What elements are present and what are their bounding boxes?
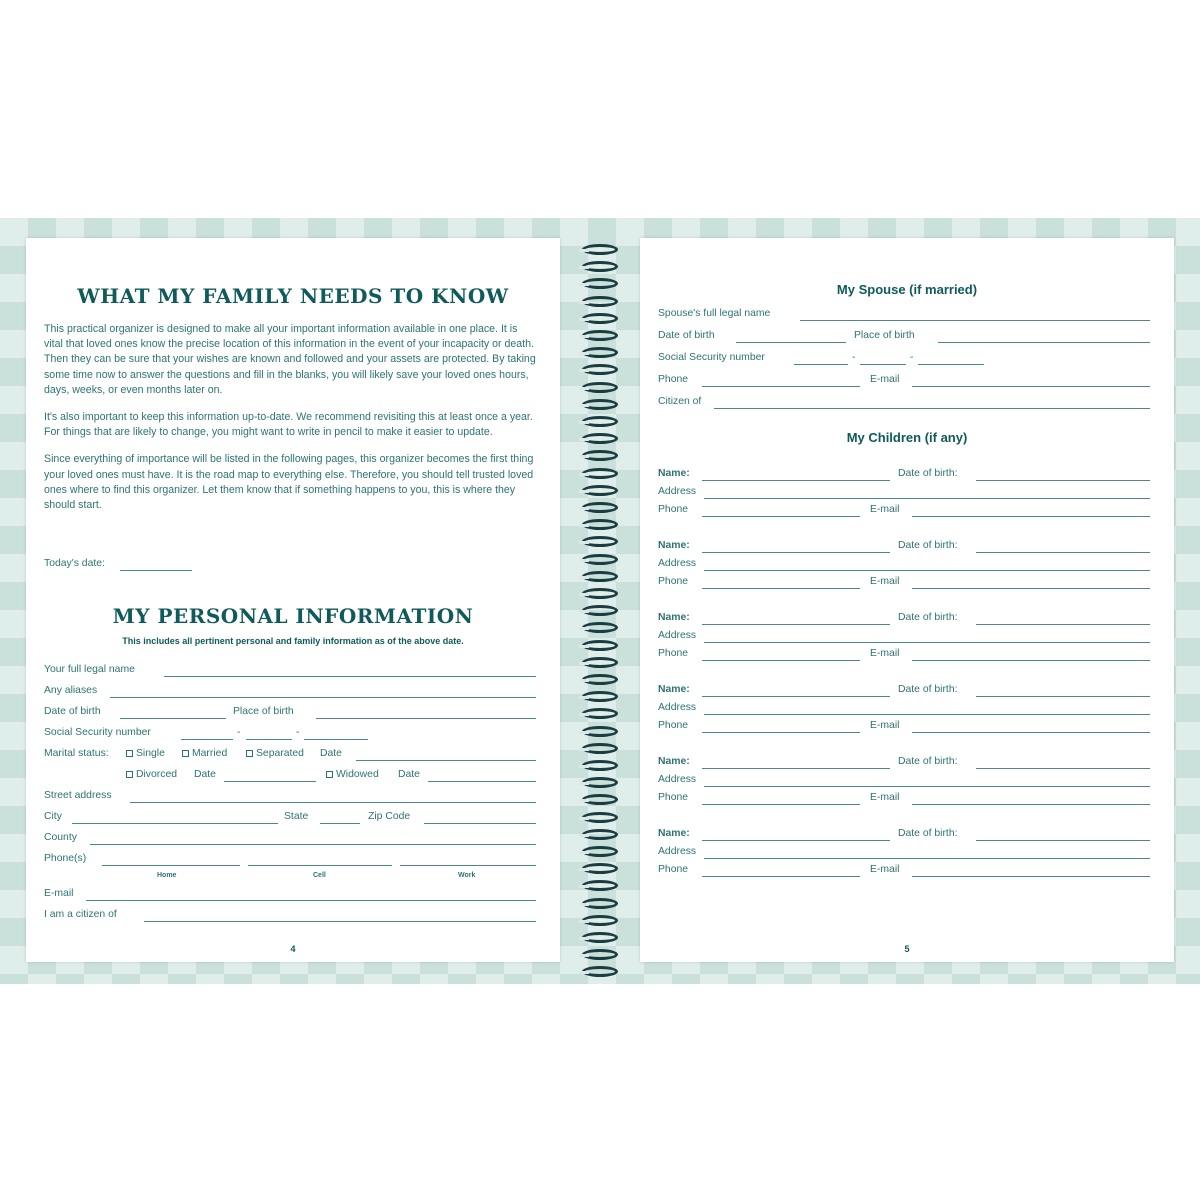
spouse-date-of-birth-input[interactable]: [736, 342, 846, 343]
child-phone-label: Phone: [658, 504, 689, 515]
married-label: Married: [192, 748, 228, 759]
city-input[interactable]: [72, 823, 278, 824]
full-legal-name-input[interactable]: [164, 676, 536, 677]
child-name-input[interactable]: [702, 624, 890, 625]
ssn-part-3-input[interactable]: [304, 739, 368, 740]
spouse-email-label: E-mail: [870, 374, 900, 385]
ssn-part-2-input[interactable]: [246, 739, 292, 740]
child-date-of-birth-input[interactable]: [976, 624, 1150, 625]
page-title: WHAT MY FAMILY NEEDS TO KNOW: [77, 284, 509, 308]
spiral-coil: [582, 571, 618, 582]
place-of-birth-input[interactable]: [316, 718, 536, 719]
child-date-of-birth-label: Date of birth:: [898, 468, 958, 479]
child-name-label: Name:: [658, 612, 690, 623]
child-address-input[interactable]: [704, 570, 1150, 571]
divorced-date-label: Date: [194, 769, 216, 780]
child-date-of-birth-label: Date of birth:: [898, 828, 958, 839]
widowed-checkbox[interactable]: [326, 771, 333, 778]
children-section-title: My Children (if any): [846, 430, 968, 445]
ssn-dash-1: -: [237, 727, 241, 738]
citizen-label: I am a citizen of: [44, 909, 117, 920]
spiral-coil: [582, 846, 618, 857]
email-input[interactable]: [86, 900, 536, 901]
child-date-of-birth-input[interactable]: [976, 480, 1150, 481]
spiral-coil: [582, 605, 618, 616]
spiral-coil: [582, 347, 618, 358]
cell-sublabel: Cell: [313, 872, 326, 879]
spiral-coil: [582, 708, 618, 719]
child-phone-input[interactable]: [702, 588, 860, 589]
intro-paragraph-1: This practical organizer is designed to make all your important information available in one place. It is vital that loved ones know the precise location of this information in the event of your incapacity or death. Then they can be sure that your wishes are known and followed and your assets are protected. By taking some time now to answer the questions and fill in the blanks, you will likely save your loved ones hours, days, weeks, or even months later on.: [44, 323, 536, 396]
place-of-birth-label: Place of birth: [233, 706, 294, 717]
child-name-input[interactable]: [702, 696, 890, 697]
spiral-coil: [582, 674, 618, 685]
spiral-coil: [582, 760, 618, 771]
child-date-of-birth-label: Date of birth:: [898, 540, 958, 551]
child-phone-label: Phone: [658, 648, 689, 659]
spiral-coil: [582, 932, 618, 943]
child-name-label: Name:: [658, 468, 690, 479]
child-email-label: E-mail: [870, 720, 900, 731]
spiral-coil: [582, 863, 618, 874]
spiral-coil: [582, 588, 618, 599]
child-address-input[interactable]: [704, 714, 1150, 715]
todays-date-label: Today's date:: [44, 558, 105, 569]
child-phone-input[interactable]: [702, 732, 860, 733]
spiral-coil: [582, 777, 618, 788]
spiral-coil: [582, 485, 618, 496]
divorced-label: Divorced: [136, 769, 177, 780]
child-name-input[interactable]: [702, 552, 890, 553]
spiral-coil: [582, 382, 618, 393]
child-name-label: Name:: [658, 756, 690, 767]
spiral-coil: [582, 296, 618, 307]
spiral-coil: [582, 416, 618, 427]
separated-option[interactable]: [246, 748, 304, 759]
city-label: City: [44, 811, 62, 822]
aliases-label: Any aliases: [44, 685, 98, 696]
date-of-birth-label: Date of birth: [44, 706, 101, 717]
widowed-date-label: Date: [398, 769, 420, 780]
child-date-of-birth-input[interactable]: [976, 696, 1150, 697]
divorced-date-input[interactable]: [224, 781, 316, 782]
spiral-coil: [582, 433, 618, 444]
divorced-option[interactable]: [126, 769, 177, 780]
spiral-coil: [582, 640, 618, 651]
child-address-label: Address: [658, 846, 697, 857]
spiral-coil: [582, 898, 618, 909]
page-number: 4: [290, 944, 296, 954]
work-sublabel: Work: [458, 872, 476, 879]
child-phone-input[interactable]: [702, 876, 860, 877]
child-email-input[interactable]: [912, 804, 1150, 805]
child-phone-label: Phone: [658, 792, 689, 803]
spiral-coil: [582, 949, 618, 960]
separated-date-label: Date: [320, 748, 342, 759]
notebook-spread: [0, 218, 1200, 984]
spiral-coil: [582, 726, 618, 737]
work-phone-input[interactable]: [400, 865, 536, 866]
ssn-label: Social Security number: [44, 727, 151, 738]
page-number: 5: [904, 944, 910, 954]
spiral-binding: [574, 228, 626, 974]
spiral-coil: [582, 812, 618, 823]
single-checkbox[interactable]: [126, 750, 133, 757]
spouse-section-title: My Spouse (if married): [836, 282, 978, 297]
spiral-coil: [582, 261, 618, 272]
child-email-label: E-mail: [870, 864, 900, 875]
phones-label: Phone(s): [44, 853, 87, 864]
child-phone-input[interactable]: [702, 660, 860, 661]
home-sublabel: Home: [157, 872, 177, 879]
child-address-input[interactable]: [704, 858, 1150, 859]
separated-date-input[interactable]: [356, 760, 536, 761]
spiral-coil: [582, 244, 618, 255]
county-label: County: [44, 832, 77, 843]
section-title: MY PERSONAL INFORMATION: [112, 604, 474, 628]
spiral-coil: [582, 519, 618, 530]
todays-date-input[interactable]: [120, 570, 192, 571]
spiral-coil: [582, 622, 618, 633]
spiral-coil: [582, 450, 618, 461]
child-email-label: E-mail: [870, 648, 900, 659]
child-name-label: Name:: [658, 828, 690, 839]
spiral-coil: [582, 399, 618, 410]
intro-paragraph-2: It's also important to keep this information up-to-date. We recommend revisiting this at least once a year. For things that are likely to change, you might want to write in pencil to make it easier to update.: [44, 411, 533, 439]
citizen-input[interactable]: [144, 921, 536, 922]
child-date-of-birth-input[interactable]: [976, 768, 1150, 769]
street-address-label: Street address: [44, 790, 112, 801]
email-label: E-mail: [44, 888, 74, 899]
child-address-label: Address: [658, 486, 697, 497]
spouse-ssn-dash-1: -: [852, 352, 856, 363]
ssn-dash-2: -: [296, 727, 300, 738]
child-phone-label: Phone: [658, 576, 689, 587]
married-option[interactable]: [182, 748, 227, 759]
marital-status-label: Marital status:: [44, 748, 109, 759]
child-phone-input[interactable]: [702, 804, 860, 805]
spouse-phone-label: Phone: [658, 374, 689, 385]
spouse-name-input[interactable]: [800, 320, 1150, 321]
intro-text: [44, 322, 536, 513]
child-address-label: Address: [658, 630, 697, 641]
spouse-citizen-input[interactable]: [714, 408, 1150, 409]
married-checkbox[interactable]: [182, 750, 189, 757]
child-email-input[interactable]: [912, 588, 1150, 589]
spiral-coil: [582, 691, 618, 702]
aliases-input[interactable]: [110, 697, 536, 698]
spiral-coil: [582, 915, 618, 926]
child-date-of-birth-label: Date of birth:: [898, 612, 958, 623]
left-page: [26, 238, 560, 962]
widowed-label: Widowed: [336, 769, 379, 780]
spiral-coil: [582, 554, 618, 565]
spiral-coil: [582, 364, 618, 375]
child-address-input[interactable]: [704, 642, 1150, 643]
spouse-ssn-label: Social Security number: [658, 352, 765, 363]
spiral-coil: [582, 657, 618, 668]
child-phone-label: Phone: [658, 864, 689, 875]
spiral-coil: [582, 313, 618, 324]
street-address-input[interactable]: [130, 802, 536, 803]
child-name-input[interactable]: [702, 840, 890, 841]
widowed-option[interactable]: [326, 769, 379, 780]
child-address-input[interactable]: [704, 498, 1150, 499]
widowed-date-input[interactable]: [428, 781, 536, 782]
spouse-citizen-label: Citizen of: [658, 396, 702, 407]
spouse-email-input[interactable]: [912, 386, 1150, 387]
full-legal-name-label: Your full legal name: [44, 664, 135, 675]
spouse-place-of-birth-label: Place of birth: [854, 330, 915, 341]
single-label: Single: [136, 748, 165, 759]
home-phone-input[interactable]: [102, 865, 240, 866]
spiral-coil: [582, 966, 618, 977]
child-email-input[interactable]: [912, 660, 1150, 661]
state-label: State: [284, 811, 309, 822]
section-subtitle: This includes all pertinent personal and family information as of the above date.: [122, 636, 464, 646]
child-name-label: Name:: [658, 684, 690, 695]
state-input[interactable]: [320, 823, 360, 824]
spiral-coil: [582, 536, 618, 547]
child-phone-input[interactable]: [702, 516, 860, 517]
spiral-coil: [582, 468, 618, 479]
child-address-label: Address: [658, 558, 697, 569]
ssn-part-1-input[interactable]: [181, 739, 233, 740]
child-name-label: Name:: [658, 540, 690, 551]
cell-phone-input[interactable]: [248, 865, 392, 866]
spiral-coil: [582, 794, 618, 805]
separated-checkbox[interactable]: [246, 750, 253, 757]
child-date-of-birth-label: Date of birth:: [898, 684, 958, 695]
intro-paragraph-3: Since everything of importance will be listed in the following pages, this organizer becomes the first thing your loved ones must have. It is the road map to everything else. Therefore, you should tell trusted loved ones where to find this organizer. Let them know that if something happens to you, this is where they should start.: [44, 453, 534, 512]
child-date-of-birth-label: Date of birth:: [898, 756, 958, 767]
zip-code-input[interactable]: [424, 823, 536, 824]
separated-label: Separated: [256, 748, 304, 759]
child-phone-label: Phone: [658, 720, 689, 731]
spouse-ssn-dash-2: -: [910, 352, 914, 363]
child-date-of-birth-input[interactable]: [976, 840, 1150, 841]
county-input[interactable]: [90, 844, 536, 845]
child-email-input[interactable]: [912, 876, 1150, 877]
child-email-label: E-mail: [870, 576, 900, 587]
child-date-of-birth-input[interactable]: [976, 552, 1150, 553]
spouse-ssn-part-1-input[interactable]: [794, 364, 848, 365]
spouse-phone-input[interactable]: [702, 386, 860, 387]
spouse-ssn-part-3-input[interactable]: [918, 364, 984, 365]
child-name-input[interactable]: [702, 480, 890, 481]
child-email-input[interactable]: [912, 516, 1150, 517]
spouse-name-label: Spouse's full legal name: [658, 308, 771, 319]
spouse-ssn-part-2-input[interactable]: [860, 364, 906, 365]
single-option[interactable]: [126, 748, 165, 759]
spouse-date-of-birth-label: Date of birth: [658, 330, 715, 341]
child-email-input[interactable]: [912, 732, 1150, 733]
child-email-label: E-mail: [870, 504, 900, 515]
child-address-label: Address: [658, 702, 697, 713]
spiral-coil: [582, 330, 618, 341]
spiral-coil: [582, 743, 618, 754]
right-page: [640, 238, 1174, 962]
spiral-coil: [582, 880, 618, 891]
divorced-checkbox[interactable]: [126, 771, 133, 778]
zip-code-label: Zip Code: [368, 811, 411, 822]
spiral-coil: [582, 278, 618, 289]
date-of-birth-input[interactable]: [120, 718, 226, 719]
child-email-label: E-mail: [870, 792, 900, 803]
spiral-coil: [582, 502, 618, 513]
child-address-input[interactable]: [704, 786, 1150, 787]
spiral-coil: [582, 829, 618, 840]
child-address-label: Address: [658, 774, 697, 785]
spouse-place-of-birth-input[interactable]: [938, 342, 1150, 343]
child-name-input[interactable]: [702, 768, 890, 769]
